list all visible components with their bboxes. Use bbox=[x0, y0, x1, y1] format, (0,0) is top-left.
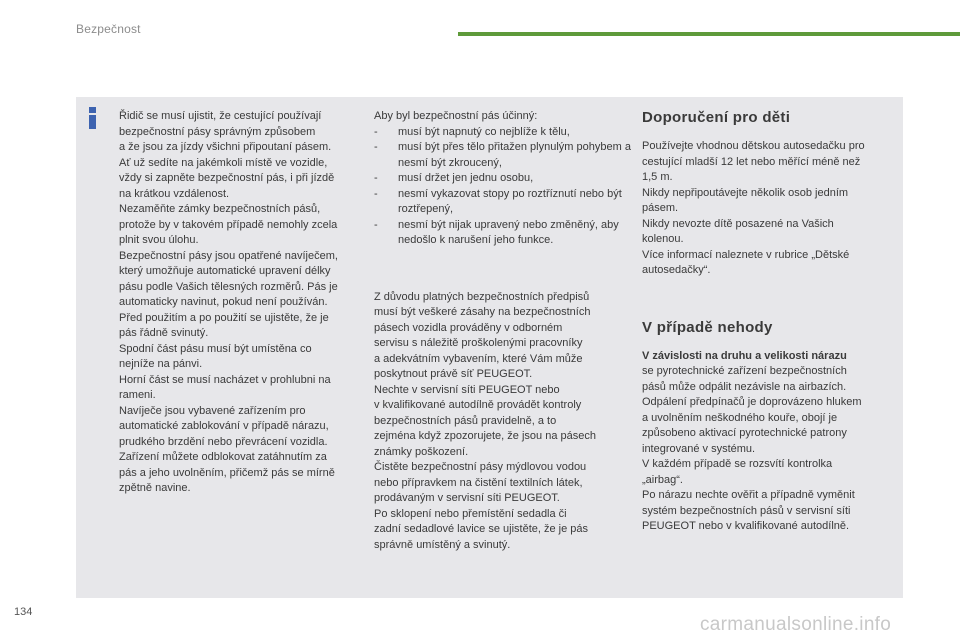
text-line: Horní část se musí nacházet v prohlubni na bbox=[119, 373, 331, 386]
text-line: Řidič se musí ujistit, že cestující používají bbox=[119, 110, 322, 122]
text-line: pásů může odpálit nezávisle na airbazích. bbox=[642, 380, 847, 393]
text-line: bezpečnostní pásy správným způsobem bbox=[119, 125, 316, 138]
text-line: známky poškození. bbox=[374, 445, 469, 458]
kids-paragraph bbox=[642, 139, 900, 279]
text-line: zejména když zpozorujete, že jsou na pásech bbox=[374, 430, 596, 442]
header-accent-rule bbox=[458, 32, 960, 36]
text-line: systém bezpečnostních pásů v servisní síti bbox=[642, 504, 851, 517]
text-line: prudkého brzdění nebo převrácení vozidla. bbox=[119, 435, 328, 448]
list-item: - musí být přes tělo přitažen plynulým pohybem a nesmí být zkroucený, bbox=[374, 140, 636, 171]
text-line: poskytnout právě síť PEUGEOT. bbox=[374, 368, 533, 380]
service-paragraph bbox=[374, 290, 636, 554]
text-line: Zařízení můžete odblokovat zatáhnutím za bbox=[119, 451, 327, 463]
text-line: bezpečnostních pásů pravidelně, a to bbox=[374, 414, 557, 427]
watermark: carmanualsonline.info bbox=[700, 614, 892, 635]
text-line: musí být veškeré zásahy na bezpečnostních bbox=[374, 306, 591, 318]
column-3 bbox=[642, 109, 900, 535]
section-title: Bezpečnost bbox=[76, 22, 141, 36]
text-line: nebo přípravkem na čistění textilních látek, bbox=[374, 476, 583, 489]
accident-bold-lead: V závislosti na druhu a velikosti nárazu bbox=[642, 349, 847, 362]
column-1 bbox=[119, 109, 371, 497]
list-item: - nesmí být nijak upravený nebo změněný, aby nedošlo k narušení jeho funkce. bbox=[374, 218, 636, 249]
text-line: a že jsou za jízdy všichni připoutaní pásem. bbox=[119, 141, 332, 153]
text-line: Více informací naleznete v rubrice „Dětské bbox=[642, 248, 850, 261]
text-line: v kvalifikované autodílně provádět kontroly bbox=[374, 399, 582, 411]
text-line: autosedačky“. bbox=[642, 264, 711, 276]
text-line: servisu s náležitě proškolenými pracovníky bbox=[374, 337, 583, 349]
text-line: „airbag“. bbox=[642, 473, 683, 486]
text-line: na krátkou vzdálenost. bbox=[119, 187, 230, 200]
text-line: Navíječe jsou vybavené zařízením pro bbox=[119, 404, 306, 417]
text-line: automaticky navinut, pokud není používán. bbox=[119, 296, 328, 308]
text-line: pásu podle Vašich tělesných rozměrů. Pás je bbox=[119, 280, 338, 293]
accident-heading: V případě nehody bbox=[642, 318, 773, 336]
text-line: Čistěte bezpečnostní pásy mýdlovou vodou bbox=[374, 461, 587, 473]
text-line: kolenou. bbox=[642, 233, 684, 245]
text-line: pásech vozidla prováděny v odborném bbox=[374, 321, 563, 334]
kids-heading: Doporučení pro děti bbox=[642, 109, 791, 126]
info-icon bbox=[84, 107, 102, 129]
text-line: Před použitím a po použití se ujistěte, že je bbox=[119, 311, 329, 324]
text-line: pás řádně svinutý. bbox=[119, 327, 209, 339]
text-line: Ať už sedíte na jakémkoli místě ve vozidle, bbox=[119, 156, 328, 169]
text-line: zadní sedadlové lavice se ujistěte, že je pás bbox=[374, 523, 589, 535]
list-item: - musí být napnutý co nejblíže k tělu, bbox=[374, 125, 636, 141]
text-line: plnit svou úlohu. bbox=[119, 234, 199, 246]
accident-paragraph bbox=[642, 364, 900, 535]
text-line: cestující mladší 12 let nebo měřící méně než bbox=[642, 155, 861, 168]
text-line: Odpálení předpínačů je doprovázeno hlukem bbox=[642, 396, 862, 408]
effective-belt-intro: Aby byl bezpečnostní pás účinný: bbox=[374, 110, 538, 122]
list-item: - nesmí vykazovat stopy po roztříznutí nebo být roztřepený, bbox=[374, 187, 636, 218]
text-line: Spodní část pásu musí být umístěna co bbox=[119, 342, 312, 355]
text-line: se pyrotechnické zařízení bezpečnostních bbox=[642, 365, 847, 377]
text-line: nejníže na pánvi. bbox=[119, 358, 203, 370]
column-2 bbox=[374, 109, 636, 553]
text-line: zpětně navine. bbox=[119, 482, 191, 494]
text-line: Nechte v servisní síti PEUGEOT nebo bbox=[374, 383, 560, 396]
text-line: Nikdy nepřipoutávejte několik osob jedním bbox=[642, 186, 849, 199]
text-line: který umožňuje automatické upravení délky bbox=[119, 265, 331, 277]
text-line: a adekvátním vybavením, které Vám může bbox=[374, 352, 583, 365]
text-line: PEUGEOT nebo v kvalifikované autodílně. bbox=[642, 520, 850, 532]
text-line: Bezpečnostní pásy jsou opatřené navíječem, bbox=[119, 249, 338, 262]
belt-requirements-list bbox=[374, 125, 636, 249]
text-line: prodávaným v servisní síti PEUGEOT. bbox=[374, 492, 560, 504]
text-line: 1,5 m. bbox=[642, 171, 673, 183]
text-line: Používejte vhodnou dětskou autosedačku pro bbox=[642, 140, 865, 152]
page-number: 134 bbox=[14, 606, 33, 618]
list-item: - musí držet jen jednu osobu, bbox=[374, 171, 636, 187]
text-line: integrované v systému. bbox=[642, 442, 756, 455]
text-line: vždy si zapněte bezpečnostní pás, i při jízdě bbox=[119, 172, 335, 184]
text-line: Po nárazu nechte ověřit a případně vyměnit bbox=[642, 489, 855, 501]
text-line: správně umístěný a svinutý. bbox=[374, 538, 511, 551]
text-line: Nezaměňte zámky bezpečnostních pásů, bbox=[119, 203, 321, 215]
text-line: protože by v takovém případě nemohly zcela bbox=[119, 218, 338, 231]
text-line: pás a jeho uvolněním, přičemž pás se mírně bbox=[119, 466, 335, 479]
text-line: rameni. bbox=[119, 389, 156, 401]
text-line: Z důvodu platných bezpečnostních předpisů bbox=[374, 290, 590, 303]
text-line: a uvolněním neškodného kouře, obojí je bbox=[642, 411, 838, 424]
text-line: Po sklopení nebo přemístění sedadla či bbox=[374, 507, 567, 520]
text-line: Nikdy nevozte dítě posazené na Vašich bbox=[642, 217, 834, 230]
text-line: V každém případě se rozsvítí kontrolka bbox=[642, 458, 833, 470]
text-line: pásem. bbox=[642, 202, 679, 214]
text-line: automatické zablokování v případě nárazu, bbox=[119, 420, 329, 432]
text-line: způsobeno aktivací pyrotechnické patrony bbox=[642, 427, 847, 439]
